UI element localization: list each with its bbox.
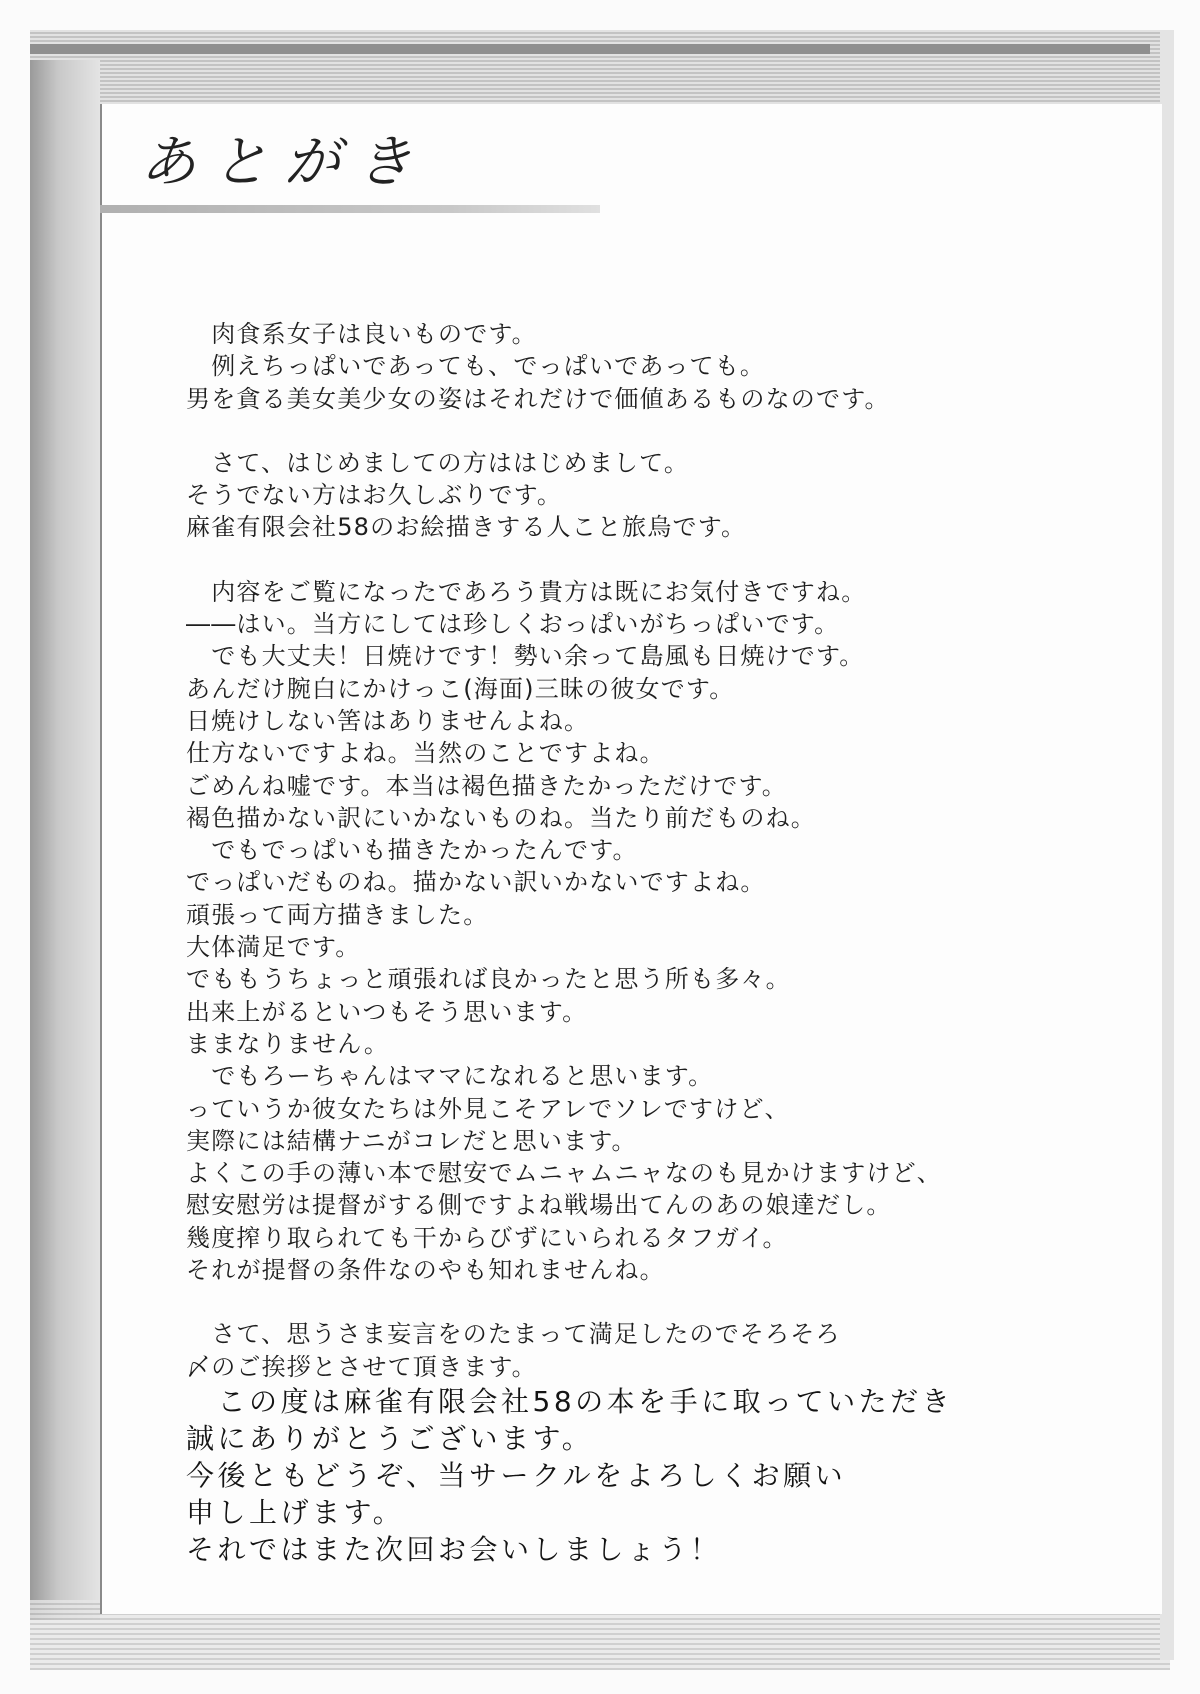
title-underline [100,205,600,213]
paragraph [186,1318,1126,1383]
closing-line: この度は麻雀有限会社58の本を手に取っていただき [186,1384,954,1418]
text-line: ままなりません。 [186,1029,390,1058]
text-line: 男を貪る美女美少女の姿はそれだけで価値あるものなのです。 [186,384,890,413]
paragraph-gap [186,1286,1126,1318]
closing-line: それではまた次回お会いしましょう！ [186,1532,722,1566]
text-line: 仕方ないですよね。当然のことですよね。 [186,739,665,768]
text-line: でも大丈夫！日焼けです！勢い余って島風も日焼けです。 [186,642,865,671]
closing-line: 誠にありがとうございます。 [186,1421,594,1455]
closing-line: 申し上げます。 [186,1495,405,1529]
paragraph [186,576,1126,1287]
afterword-body [186,318,1126,1568]
text-line: 例えちっぱいであっても、でっぱいであっても。 [186,352,766,381]
text-line: 慰安慰労は提督がする側ですよね戦場出てんのあの娘達だし。 [186,1191,892,1220]
text-line: さて、思うさま妄言をのたまって満足したのでそろそろ [186,1320,841,1349]
paragraph-gap [186,544,1126,576]
text-line: 大体満足です。 [186,933,361,962]
text-line: 麻雀有限会社58のお絵描きする人こと旅烏です。 [186,513,747,542]
closing-message [186,1383,1126,1568]
text-line: よくこの手の薄い本で慰安でムニャムニャなのも見かけますけど、 [186,1159,942,1188]
paragraph [186,447,1126,544]
text-line: っていうか彼女たちは外見こそアレでソレですけど、 [186,1094,790,1123]
text-line: 頑張って両方描きました。 [186,900,489,929]
paragraph [186,318,1126,415]
text-line: 出来上がるといつもそう思います。 [186,997,588,1026]
text-line: 内容をご覧になったであろう貴方は既にお気付きですね。 [186,577,867,606]
text-line: 日焼けしない筈はありませんよね。 [186,706,590,735]
text-line: 〆のご挨拶とさせて頂きます。 [186,1352,537,1381]
page-title: あとがき [140,130,428,195]
decorative-top-stripe [30,44,1150,54]
text-line: ごめんね嘘です。本当は褐色描きたかっただけです。 [186,771,787,800]
text-line: でっぱいだものね。描かない訳いかないですよね。 [186,868,766,897]
text-line: でもでっぱいも描きたかったんです。 [186,836,638,865]
text-line: そうでない方はお久しぶりです。 [186,481,563,510]
decorative-right-band [1160,30,1174,1660]
text-line: あんだけ腕白にかけっこ(海面)三昧の彼女です。 [186,674,735,703]
text-line: 褐色描かない訳にいかないものね。当たり前だものね。 [186,803,816,832]
closing-line: 今後ともどうぞ、当サークルをよろしくお願い [186,1458,847,1492]
text-line: ――はい。当方にしては珍しくおっぱいがちっぱいです。 [186,610,840,639]
text-line: それが提督の条件なのやも知れませんね。 [186,1256,665,1285]
text-line: 実際には結構ナニがコレだと思います。 [186,1126,637,1155]
text-line: でもろーちゃんはママになれると思います。 [186,1062,714,1091]
text-line: でももうちょっと頑張れば良かったと思う所も多々。 [186,965,791,994]
text-line: 幾度搾り取られても干からびずにいられるタフガイ。 [186,1223,788,1252]
decorative-left-band [30,60,100,1620]
decorative-top-band [30,30,1170,110]
text-line: 肉食系女子は良いものです。 [186,320,537,348]
paragraph-gap [186,415,1126,447]
text-line: さて、はじめましての方ははじめまして。 [186,448,690,477]
